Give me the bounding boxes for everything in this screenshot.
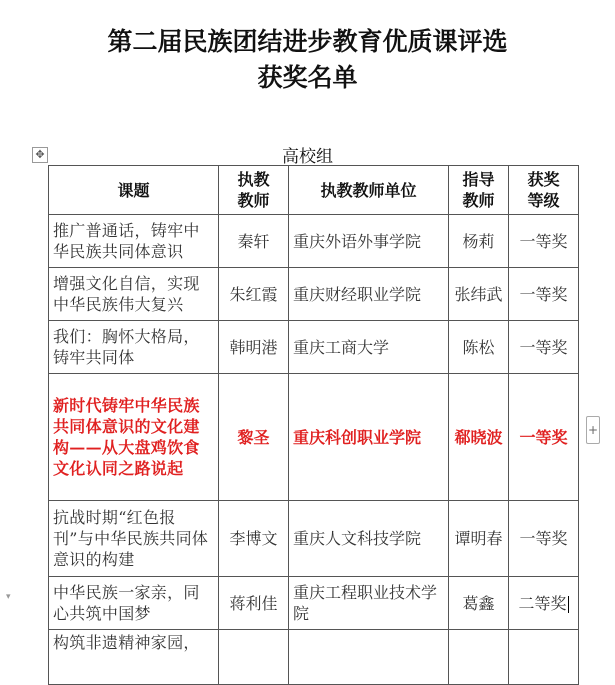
cell-teacher[interactable]: 李博文 bbox=[219, 501, 289, 577]
cell-advisor[interactable] bbox=[449, 630, 509, 685]
cell-advisor[interactable]: 张纬武 bbox=[449, 268, 509, 321]
header-teacher: 执教 教师 bbox=[219, 166, 289, 215]
cell-unit[interactable]: 重庆工商大学 bbox=[289, 321, 449, 374]
cell-unit[interactable]: 重庆科创职业学院 bbox=[289, 374, 449, 501]
cell-teacher[interactable]: 朱红霞 bbox=[219, 268, 289, 321]
table-row bbox=[49, 501, 579, 577]
table-header-row bbox=[49, 166, 579, 215]
cell-award[interactable]: 一等奖 bbox=[509, 501, 579, 577]
cell-topic[interactable]: 推广普通话，铸牢中华民族共同体意识 bbox=[49, 215, 219, 268]
cell-topic[interactable]: 中华民族一家亲，同心共筑中国梦 bbox=[49, 577, 219, 630]
cell-award[interactable] bbox=[509, 630, 579, 685]
cell-advisor[interactable]: 葛鑫 bbox=[449, 577, 509, 630]
cell-teacher[interactable]: 蒋利佳 bbox=[219, 577, 289, 630]
cell-advisor[interactable]: 陈松 bbox=[449, 321, 509, 374]
cell-unit[interactable] bbox=[289, 630, 449, 685]
group-title: 高校组 bbox=[282, 147, 333, 167]
cell-unit[interactable]: 重庆外语外事学院 bbox=[289, 215, 449, 268]
table-move-handle-icon[interactable]: ✥ bbox=[32, 147, 48, 163]
cell-award[interactable]: 一等奖 bbox=[509, 374, 579, 501]
cell-advisor[interactable]: 杨莉 bbox=[449, 215, 509, 268]
table-row bbox=[49, 577, 579, 630]
document-subtitle: 获奖名单 bbox=[257, 63, 358, 92]
table-row bbox=[49, 321, 579, 374]
table-row bbox=[49, 630, 579, 685]
cell-teacher[interactable] bbox=[219, 630, 289, 685]
cell-award[interactable] bbox=[509, 577, 579, 630]
cell-teacher[interactable]: 韩明港 bbox=[219, 321, 289, 374]
table-row bbox=[49, 268, 579, 321]
add-column-icon[interactable]: + bbox=[586, 416, 600, 444]
cell-topic[interactable]: 增强文化自信，实现中华民族伟大复兴 bbox=[49, 268, 219, 321]
cell-unit[interactable]: 重庆工程职业技术学院 bbox=[289, 577, 449, 630]
cell-teacher[interactable]: 秦轩 bbox=[219, 215, 289, 268]
text-cursor bbox=[568, 596, 569, 613]
table-row bbox=[49, 215, 579, 268]
cell-advisor[interactable]: 谭明春 bbox=[449, 501, 509, 577]
document-title: 第二届民族团结进步教育优质课评选 bbox=[107, 27, 508, 56]
header-unit: 执教教师单位 bbox=[289, 166, 449, 215]
cell-award[interactable]: 一等奖 bbox=[509, 321, 579, 374]
cell-topic[interactable]: 构筑非遗精神家园， bbox=[49, 630, 219, 685]
header-award: 获奖 等级 bbox=[509, 166, 579, 215]
collapse-marker-icon: ▾ bbox=[6, 592, 11, 602]
awards-table bbox=[48, 165, 579, 685]
cell-teacher[interactable]: 黎圣 bbox=[219, 374, 289, 501]
cell-award[interactable]: 一等奖 bbox=[509, 268, 579, 321]
cell-advisor[interactable]: 郗晓波 bbox=[449, 374, 509, 501]
cell-award[interactable]: 一等奖 bbox=[509, 215, 579, 268]
cell-unit[interactable]: 重庆人文科技学院 bbox=[289, 501, 449, 577]
award-text: 二等奖 bbox=[518, 593, 567, 613]
cell-topic[interactable]: 新时代铸牢中华民族共同体意识的文化建构——从大盘鸡饮食文化认同之路说起 bbox=[49, 374, 219, 501]
cell-topic[interactable]: 抗战时期“红色报刊”与中华民族共同体意识的构建 bbox=[49, 501, 219, 577]
header-advisor: 指导 教师 bbox=[449, 166, 509, 215]
cell-unit[interactable]: 重庆财经职业学院 bbox=[289, 268, 449, 321]
header-topic: 课题 bbox=[49, 166, 219, 215]
cell-topic[interactable]: 我们：胸怀大格局，铸牢共同体 bbox=[49, 321, 219, 374]
table-row-highlighted bbox=[49, 374, 579, 501]
